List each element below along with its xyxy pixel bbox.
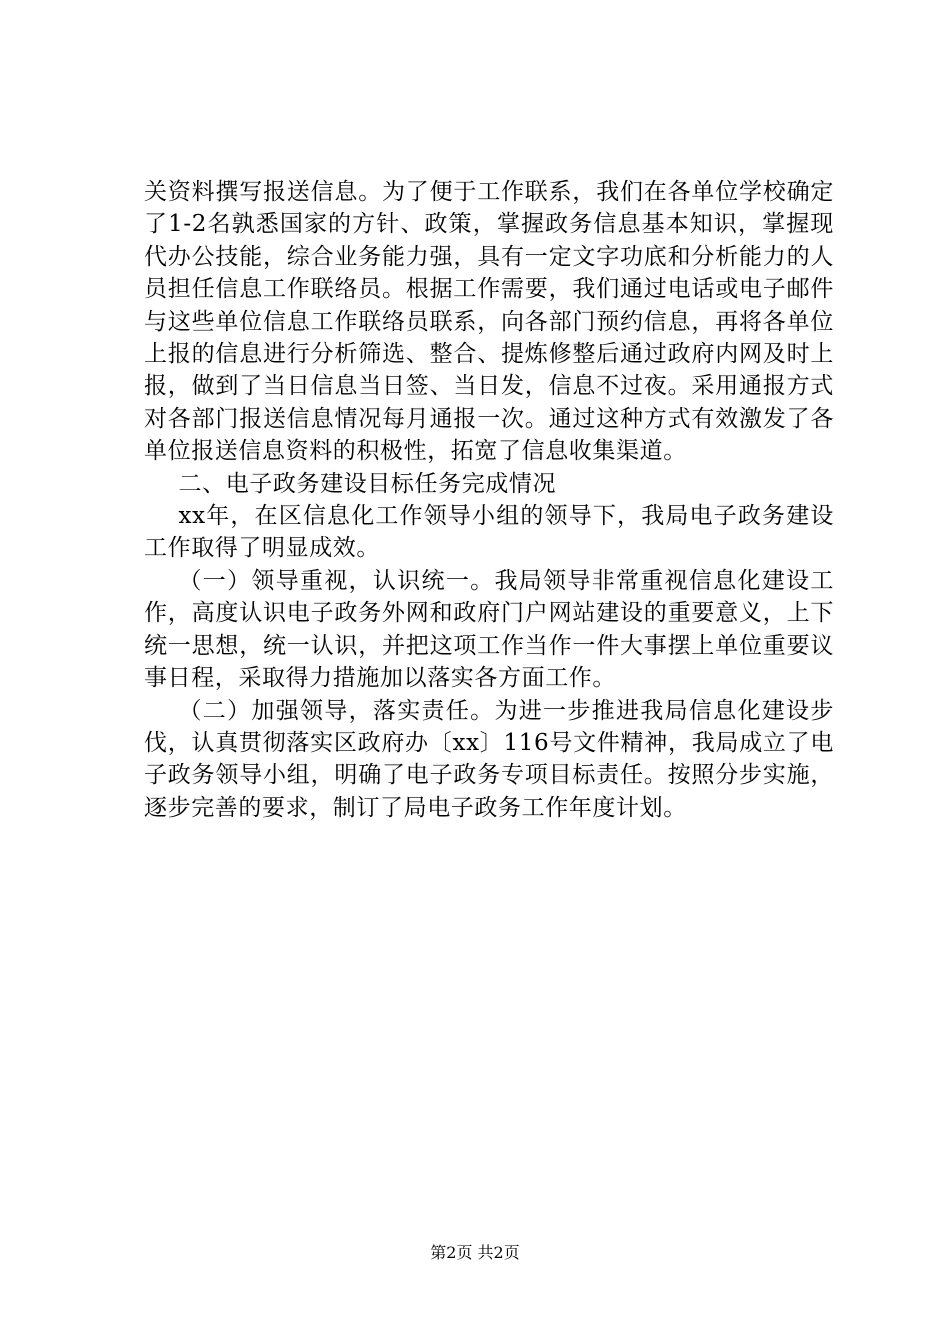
paragraph-intro: xx年，在区信息化工作领导小组的领导下，我局电子政务建设工作取得了明显成效。	[144, 503, 834, 562]
section-heading: 二、电子政务建设目标任务完成情况	[178, 470, 557, 497]
page-number: 第2页 共2页	[430, 1243, 520, 1262]
paragraph-item-2: （二）加强领导，落实责任。为进一步推进我局信息化建设步伐，认真贯彻落实区政府办〔xx〕116号文件精神，我局成立了电子政务领导小组，明确了电子政务专项目标责任。按照分步实施，逐步完善的要求，制订了局电子政务工作年度计划。	[144, 697, 834, 821]
document-body	[144, 176, 834, 824]
paragraph-continuation: 关资料撰写报送信息。为了便于工作联系，我们在各单位学校确定了1-2名孰悉国家的方针、政策，掌握政务信息基本知识，掌握现代办公技能，综合业务能力强，具有一定文字功底和分析能力的人员担任信息工作联络员。根据工作需要，我们通过电话或电子邮件与这些单位信息工作联络员联系，向各部门预约信息，再将各单位上报的信息进行分析筛选、整合、提炼修整后通过政府内网及时上报，做到了当日信息当日签、当日发，信息不过夜。采用通报方式对各部门报送信息情况每月通报一次。通过这种方式有效激发了各单位报送信息资料的积极性，拓宽了信息收集渠道。	[144, 179, 834, 465]
page-footer	[0, 1243, 950, 1263]
paragraph-item-1: （一）领导重视，认识统一。我局领导非常重视信息化建设工作，高度认识电子政务外网和政府门户网站建设的重要意义，上下统一思想，统一认识，并把这项工作当作一件大事摆上单位重要议事日程，采取得力措施加以落实各方面工作。	[144, 567, 834, 692]
